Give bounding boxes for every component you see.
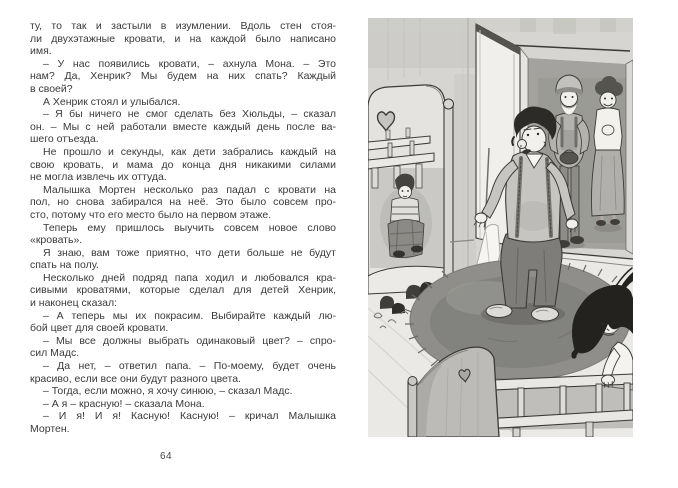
text-line: бой цвет для своей кровати. [30,322,169,335]
bunk-bed [368,85,454,294]
text-line: в своей? [30,82,73,95]
text-line: – Мы все должны выбрать одинаковый цвет? – спро- [43,334,336,347]
text-line: – Да нет, – ответил папа. – По-моему, будет очень [43,360,336,373]
text-line: и наконец сказал: [30,297,118,310]
text-line: пол, но снова забирался на неё. Это было совсем про- [30,196,336,209]
text-line: он. – Мы с ней работали вместе каждый день после ва- [30,120,336,133]
text-line: – И я! И я! Касную! Касную! – кричал Малышка [43,410,336,423]
page-number: 64 [159,451,173,462]
text-line: сто, потому что его место было на первом этаже. [30,208,272,221]
text-line: – А теперь мы их покрасим. Выбирайте каждый лю- [43,309,336,322]
text-line: сивыми кроватями, которые сделал для детей Хенрик, [30,284,336,297]
text-line: – Тогда, если можно, я хочу синюю, – сказал Мадс. [43,385,293,398]
text-line: сил Мадс. [30,347,80,360]
text-line: Несколько дней подряд папа ходил и любовался кра- [43,271,336,284]
text-line: «кровать». [30,234,83,247]
text-line: Я знаю, вам тоже приятно, что дети больше не будут [43,246,336,259]
text-block [30,20,336,436]
illustration [368,18,633,437]
text-line: спать на полу. [30,259,99,272]
text-line: – А я – красную! – сказала Мона. [43,397,205,410]
text-line: ту, то так и застыли в изумлении. Вдоль стен стоя- [30,20,336,32]
text-line: шего отъезда. [30,133,99,146]
text-line: – Я бы ничего не смог сделать без Хюльды, – сказал [43,108,336,121]
text-line: Теперь ему пришлось выучить совсем новое слово [43,221,336,234]
text-line: красиво, если все они будут разного цвета. [30,372,241,385]
text-line: А Хенрик стоял и улыбался. [43,95,181,108]
text-line: не могла извлечь их оттуда. [30,171,167,184]
text-line: имя. [30,45,52,58]
text-line: Не прошло и секунды, как дети забрались каждый на [43,145,336,158]
text-line: Малышка Мортен несколько раз падал с кровати на [43,183,336,196]
text-line: Мортен. [30,423,70,435]
text-line: ли двухэтажные кровати, и на каждой было написано [30,32,336,45]
text-line: – У нас появились кровати, – ахнула Мона. – Это [43,57,336,70]
text-line: нам? Да, Хенрик? Мы будем на них спать? Каждый [30,70,336,83]
text-line: свою кровать, и мама до конца дня никакими силами [30,158,336,171]
